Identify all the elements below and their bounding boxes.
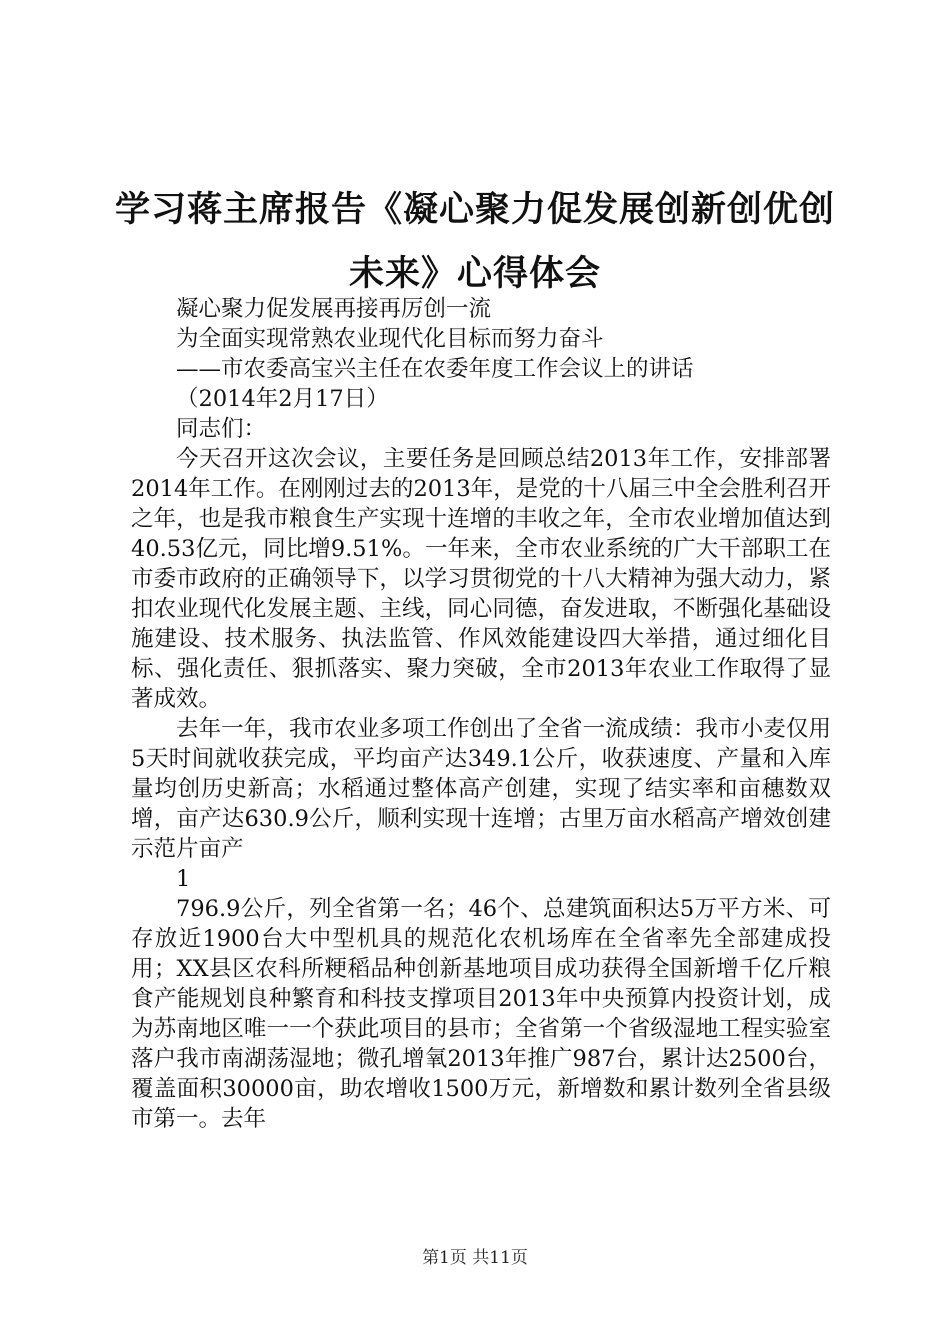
body-paragraph: 796.9公斤，列全省第一名；46个、总建筑面积达5万平方米、可存放近1900台大中型机具的规范化农机场库在全省率先全部建成投用；XX县区农科所粳稻品种创新基地项目成功获得全国新增千亿斤粮食产能规划良种繁育和科技支撑项目2013年中央预算内投资计划，成为苏南地区唯一一个获此项目的县市；全省第一个省级湿地工程实验室落户我市南湖荡湿地；微孔增氧2013年推广987台，累计达2500台，覆盖面积30000亩，助农增收1500万元，新增数和累计数列全省县级市第一。去年 (131, 896, 831, 1132)
document-title: 学习蒋主席报告《凝心聚力促发展创新创优创未来》心得体会 (114, 189, 835, 294)
body-paragraph: 去年一年，我市农业多项工作创出了全省一流成绩：我市小麦仅用5天时间就收获完成，平均亩产达349.1公斤，收获速度、产量和入库量均创历史新高；水稻通过整体高产创建，实现了结实率和亩穗数双增，亩产达630.9公斤，顺利实现十连增；古里万亩水稻高产增效创建示范片亩产 (131, 716, 831, 862)
body-paragraph: 今天召开这次会议，主要任务是回顾总结2013年工作，安排部署2014年工作。在刚刚过去的2013年，是党的十八届三中全会胜利召开之年，也是我市粮食生产实现十连增的丰收之年，全市农业增加值达到40.53亿元，同比增9.51%。一年来，全市农业系统的广大干部职工在市委市政府的正确领导下，以学习贯彻党的十八大精神为强大动力，紧扣农业现代化发展主题、主线，同心同德，奋发进取，不断强化基础设施建设、技术服务、执法监管、作风效能建设四大举措，通过细化目标、强化责任、狠抓落实、聚力突破，全市2013年农业工作取得了显著成效。 (131, 446, 831, 712)
heading-line: ——市农委高宝兴主任在农委年度工作会议上的讲话 (176, 356, 694, 382)
heading-line: 为全面实现常熟农业现代化目标而努力奋斗 (176, 326, 604, 352)
salutation: 同志们： (176, 416, 267, 442)
inline-page-number: 1 (176, 866, 191, 892)
heading-line: 凝心聚力促发展再接再厉创一流 (176, 296, 492, 322)
speech-date: （2014年2月17日） (176, 386, 389, 412)
document-body (131, 294, 831, 1134)
page-footer: 第1页 共11页 (422, 1248, 528, 1268)
